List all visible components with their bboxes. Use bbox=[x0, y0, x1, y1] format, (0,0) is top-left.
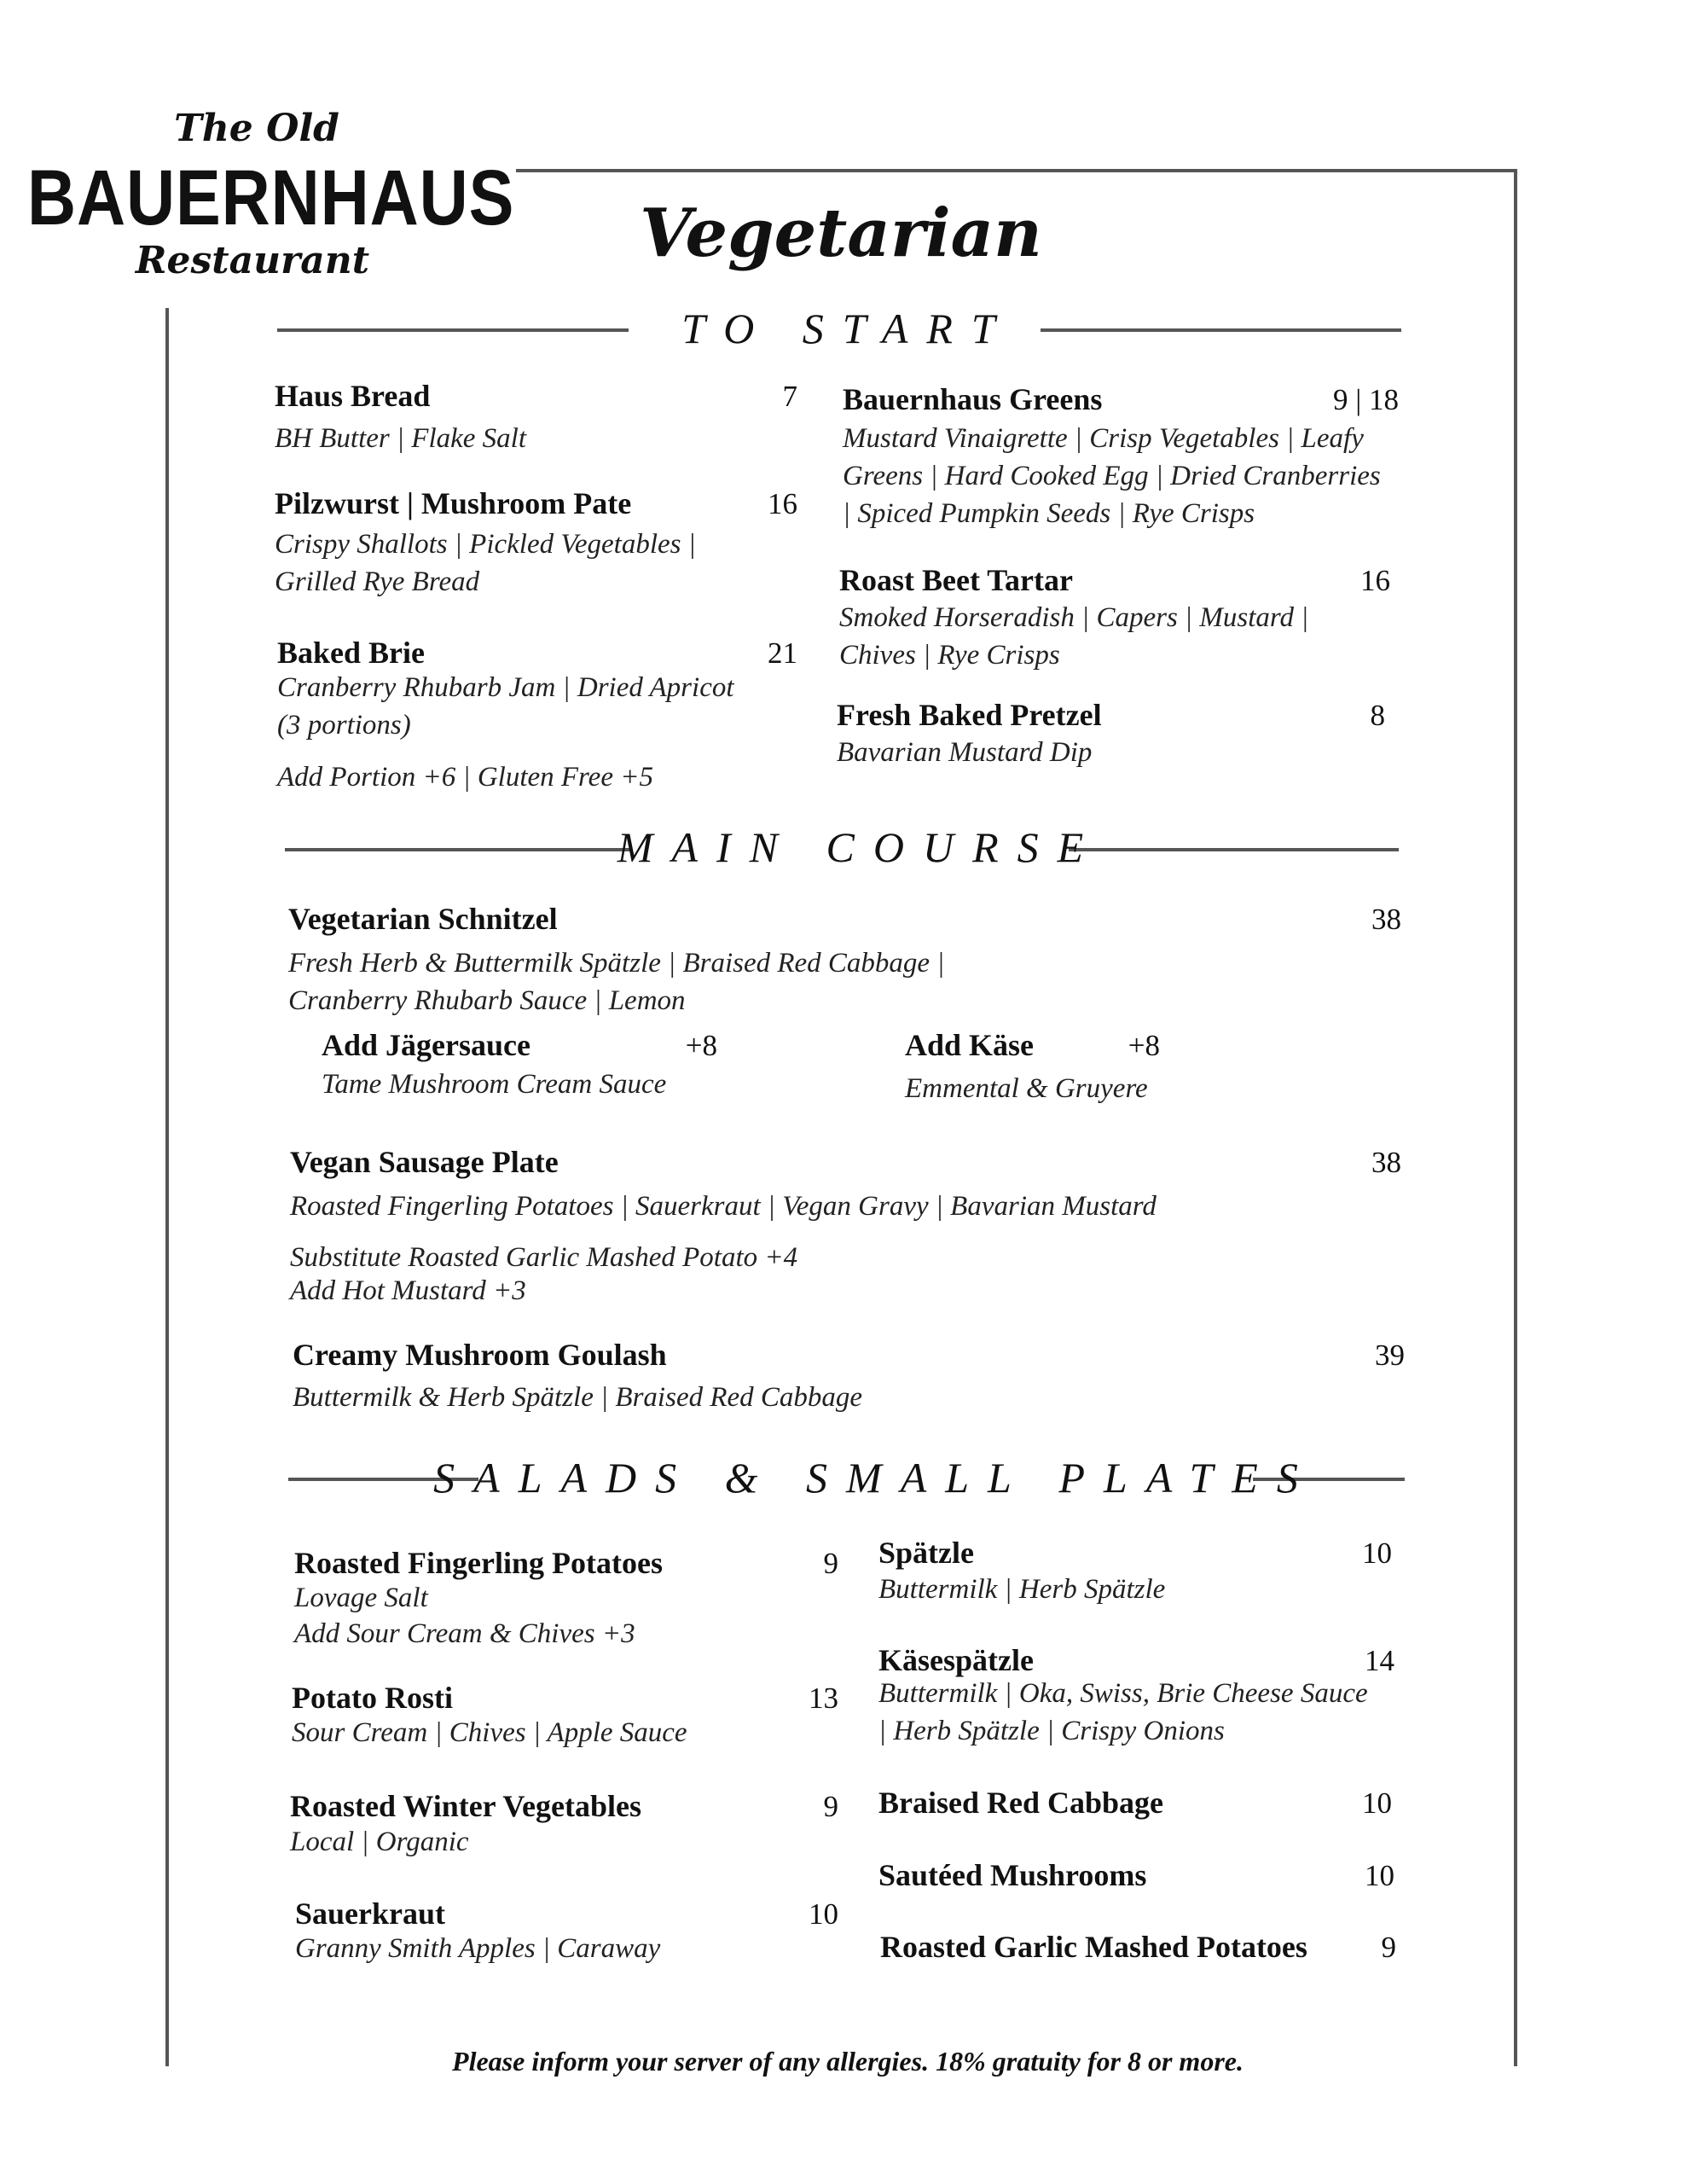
item-price: 38 bbox=[1371, 1146, 1401, 1179]
item-price: 9 | 18 bbox=[1332, 383, 1399, 416]
item-description: Fresh Herb & Buttermilk Spätzle | Braised Red Cabbage | bbox=[288, 948, 945, 979]
item-name: Add Käse bbox=[905, 1028, 1035, 1062]
item-name: Sautéed Mushrooms bbox=[878, 1858, 1147, 1892]
page-title: Vegetarian bbox=[640, 195, 1042, 272]
item-name: Baked Brie bbox=[277, 636, 426, 670]
item-description: Chives | Rye Crisps bbox=[839, 640, 1060, 671]
item-description: Mustard Vinaigrette | Crisp Vegetables | Leafy bbox=[843, 423, 1364, 454]
item-price: 9 bbox=[823, 1547, 838, 1580]
section-rule bbox=[285, 848, 631, 851]
frame-right-line bbox=[1514, 169, 1517, 2066]
item-description: Cranberry Rhubarb Jam | Dried Apricot bbox=[277, 672, 734, 703]
item-price: 38 bbox=[1371, 903, 1401, 936]
logo-bauernhaus: BAUERNHAUS bbox=[27, 154, 515, 241]
item-name: Bauernhaus Greens bbox=[843, 382, 1103, 416]
section-heading-main-course: MAIN COURSE bbox=[617, 823, 1103, 871]
item-description: Emmental & Gruyere bbox=[905, 1073, 1148, 1104]
item-description: Smoked Horseradish | Capers | Mustard | bbox=[839, 602, 1309, 633]
item-name: Vegan Sausage Plate bbox=[290, 1145, 559, 1179]
item-price: 16 bbox=[1360, 564, 1390, 597]
item-description: Crispy Shallots | Pickled Vegetables | bbox=[275, 529, 696, 560]
section-rule bbox=[277, 328, 629, 332]
item-name: Creamy Mushroom Goulash bbox=[293, 1338, 667, 1372]
item-description: Add Sour Cream & Chives +3 bbox=[294, 1618, 635, 1649]
item-name: Braised Red Cabbage bbox=[878, 1786, 1164, 1820]
item-description: Buttermilk | Herb Spätzle bbox=[878, 1574, 1166, 1605]
item-option: Add Portion +6 | Gluten Free +5 bbox=[277, 762, 653, 793]
item-description: Greens | Hard Cooked Egg | Dried Cranberries bbox=[843, 461, 1381, 491]
item-name: Pilzwurst | Mushroom Pate bbox=[275, 486, 632, 520]
item-name: Sauerkraut bbox=[295, 1896, 446, 1931]
section-rule bbox=[1041, 328, 1401, 332]
item-price: 21 bbox=[768, 636, 797, 670]
item-price: 16 bbox=[768, 487, 797, 520]
item-price: 8 bbox=[1370, 699, 1385, 732]
frame-left-line bbox=[165, 308, 169, 2066]
item-description: | Spiced Pumpkin Seeds | Rye Crisps bbox=[843, 498, 1255, 529]
item-option: Substitute Roasted Garlic Mashed Potato +4 bbox=[290, 1242, 798, 1273]
item-description: Lovage Salt bbox=[294, 1583, 428, 1613]
item-price: 14 bbox=[1365, 1644, 1394, 1677]
item-price: 13 bbox=[809, 1682, 838, 1715]
item-name: Käsespätzle bbox=[878, 1643, 1034, 1677]
item-description: | Herb Spätzle | Crispy Onions bbox=[878, 1716, 1225, 1746]
frame-top-line bbox=[516, 169, 1517, 172]
item-name: Roasted Garlic Mashed Potatoes bbox=[880, 1930, 1307, 1964]
section-rule bbox=[1069, 848, 1399, 851]
item-name: Roasted Fingerling Potatoes bbox=[294, 1546, 663, 1580]
section-heading-to-start: TO START bbox=[681, 305, 1014, 352]
item-price: 10 bbox=[809, 1897, 838, 1931]
item-option: Add Hot Mustard +3 bbox=[290, 1275, 526, 1306]
item-name: Fresh Baked Pretzel bbox=[837, 698, 1102, 732]
item-description: Sour Cream | Chives | Apple Sauce bbox=[292, 1717, 687, 1748]
item-description: Tame Mushroom Cream Sauce bbox=[322, 1069, 667, 1100]
item-price: 7 bbox=[782, 380, 797, 413]
item-description: Local | Organic bbox=[290, 1827, 469, 1857]
item-name: Add Jägersauce bbox=[322, 1028, 530, 1062]
logo-restaurant: Restaurant bbox=[135, 239, 370, 282]
item-price: 10 bbox=[1362, 1536, 1392, 1570]
item-description: Buttermilk & Herb Spätzle | Braised Red Cabbage bbox=[293, 1382, 863, 1413]
footer-note: Please inform your server of any allergies. 18% gratuity for 8 or more. bbox=[452, 2046, 1244, 2077]
item-description: (3 portions) bbox=[277, 710, 411, 741]
item-description: Roasted Fingerling Potatoes | Sauerkraut | Vegan Gravy | Bavarian Mustard bbox=[290, 1191, 1157, 1222]
item-price: 39 bbox=[1375, 1339, 1405, 1372]
item-description: Granny Smith Apples | Caraway bbox=[295, 1933, 661, 1964]
item-price: +8 bbox=[1128, 1029, 1160, 1062]
item-description: Grilled Rye Bread bbox=[275, 566, 480, 597]
item-description: Buttermilk | Oka, Swiss, Brie Cheese Sauce bbox=[878, 1678, 1368, 1709]
item-price: 9 bbox=[823, 1790, 838, 1823]
item-price: 10 bbox=[1365, 1859, 1394, 1892]
item-description: Cranberry Rhubarb Sauce | Lemon bbox=[288, 985, 686, 1016]
item-price: 10 bbox=[1362, 1786, 1392, 1820]
item-description: BH Butter | Flake Salt bbox=[275, 423, 527, 454]
item-description: Bavarian Mustard Dip bbox=[837, 737, 1093, 768]
item-name: Roast Beet Tartar bbox=[839, 563, 1073, 597]
item-name: Spätzle bbox=[878, 1536, 974, 1570]
item-name: Roasted Winter Vegetables bbox=[290, 1789, 642, 1823]
section-heading-salads-small-plates: SALADS & SMALL PLATES bbox=[433, 1454, 1317, 1502]
item-price: +8 bbox=[685, 1029, 717, 1062]
item-name: Potato Rosti bbox=[292, 1681, 453, 1715]
item-name: Vegetarian Schnitzel bbox=[288, 902, 558, 936]
item-price: 9 bbox=[1381, 1931, 1396, 1964]
logo-the-old: The Old bbox=[174, 107, 339, 150]
item-name: Haus Bread bbox=[275, 379, 431, 413]
